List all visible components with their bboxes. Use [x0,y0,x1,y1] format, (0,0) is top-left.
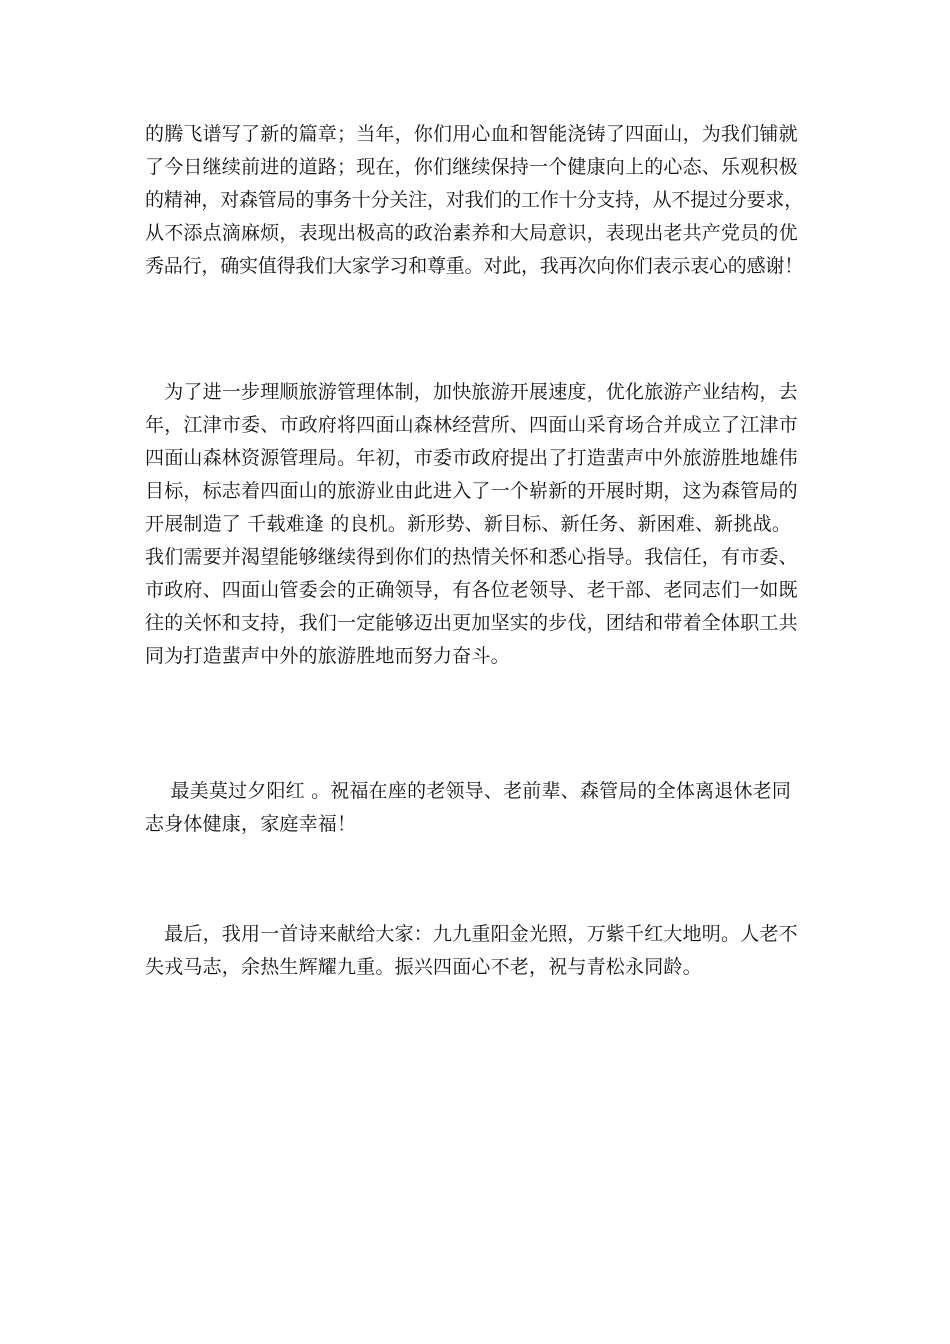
text-line: 年，江津市委、市政府将四面山森林经营所、四面山采育场合并成立了江津市 [145,414,798,436]
text-line: 秀品行，确实值得我们大家学习和尊重。对此，我再次向你们表示衷心的感谢！ [145,255,804,277]
text-line: 开展制造了 千载难逢 的良机。新形势、新目标、新任务、新困难、新挑战。 [145,513,792,535]
text-line: 目标，标志着四面山的旅游业由此进入了一个崭新的开展时期，这为森管局的 [145,480,798,502]
text-line: 失戎马志，余热生辉耀九重。振兴四面心不老，祝与青松永同龄。 [145,956,702,978]
text-line: 的精神，对森管局的事务十分关注，对我们的工作十分支持，从不提过分要求， [145,189,804,211]
text-line: 从不添点滴麻烦，表现出极高的政治素养和大局意识，表现出老共产党员的优 [145,222,798,244]
text-line: 为了进一步理顺旅游管理体制，加快旅游开展速度，优化旅游产业结构，去 [145,381,798,403]
text-line: 我们需要并渴望能够继续得到你们的热情关怀和悉心指导。我信任，有市委、 [145,546,798,568]
paragraph-gratitude [145,118,805,283]
text-line: 的腾飞谱写了新的篇章；当年，你们用心血和智能浇铸了四面山，为我们铺就 [145,123,798,145]
paragraph-blessing [145,775,805,841]
text-line: 最美莫过夕阳红 。祝福在座的老领导、老前辈、森管局的全体离退休老同 [145,780,792,802]
text-line: 最后，我用一首诗来献给大家：九九重阳金光照，万紫千红大地明。人老不 [145,923,798,945]
paragraph-closing-poem [145,918,805,984]
text-line: 志身体健康，家庭幸福！ [145,813,357,835]
paragraph-tourism-development [145,376,805,673]
text-line: 市政府、四面山管委会的正确领导，有各位老领导、老干部、老同志们一如既 [145,579,798,601]
text-line: 往的关怀和支持，我们一定能够迈出更加坚实的步伐，团结和带着全体职工共 [145,612,798,634]
text-line: 四面山森林资源管理局。年初，市委市政府提出了打造蜚声中外旅游胜地雄伟 [145,447,798,469]
text-line: 同为打造蜚声中外的旅游胜地而努力奋斗。 [145,645,510,667]
text-line: 了今日继续前进的道路；现在，你们继续保持一个健康向上的心态、乐观积极 [145,156,798,178]
